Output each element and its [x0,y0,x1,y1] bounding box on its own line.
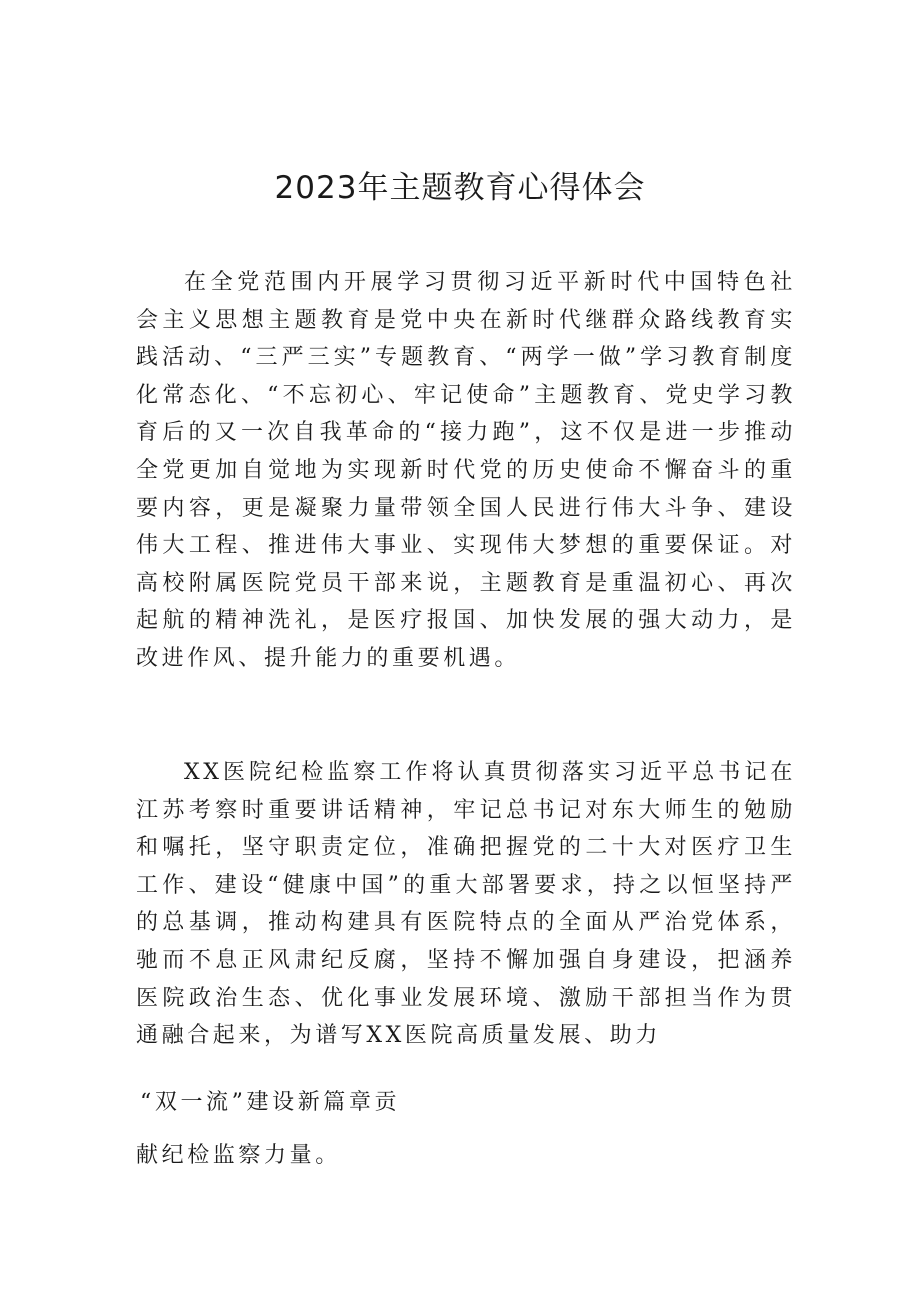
document-title: 2023年主题教育心得体会 [274,170,646,206]
paragraph-2-ending: 献纪检监察力量。 [136,1143,341,1168]
paragraph-2-continuation: “双一流”建设新篇章贡 [140,1090,401,1115]
paragraph-2: XX医院纪检监察工作将认真贯彻落实习近平总书记在江苏考察时重要讲话精神，牢记总书记对东大师生的勉励和嘱托，坚守职责定位，准确把握党的二十大对医疗卫生工作、建设“健康中国”的重大部署要求，持之以恒坚持严的总基调，推动构建具有医院特点的全面从严治党体系，驰而不息正风肃纪反腐，坚持不懈加强自身建设，把涵养医院政治生态、优化事业发展环境、激励干部担当作为贯通融合起来，为谱写XX医院高质量发展、助力 [136,760,796,1049]
paragraph-1: 在全党范围内开展学习贯彻习近平新时代中国特色社会主义思想主题教育是党中央在新时代继群众路线教育实践活动、“三严三实”专题教育、“两学一做”学习教育制度化常态化、“不忘初心、牢记使命”主题教育、党史学习教育后的又一次自我革命的“接力跑”，这不仅是进一步推动全党更加自觉地为实现新时代党的历史使命不懈奋斗的重要内容，更是凝聚力量带领全国人民进行伟大斗争、建设伟大工程、推进伟大事业、实现伟大梦想的重要保证。对高校附属医院党员干部来说，主题教育是重温初心、再次起航的精神洗礼，是医疗报国、加快发展的强大动力，是改进作风、提升能力的重要机遇。 [136,270,796,671]
